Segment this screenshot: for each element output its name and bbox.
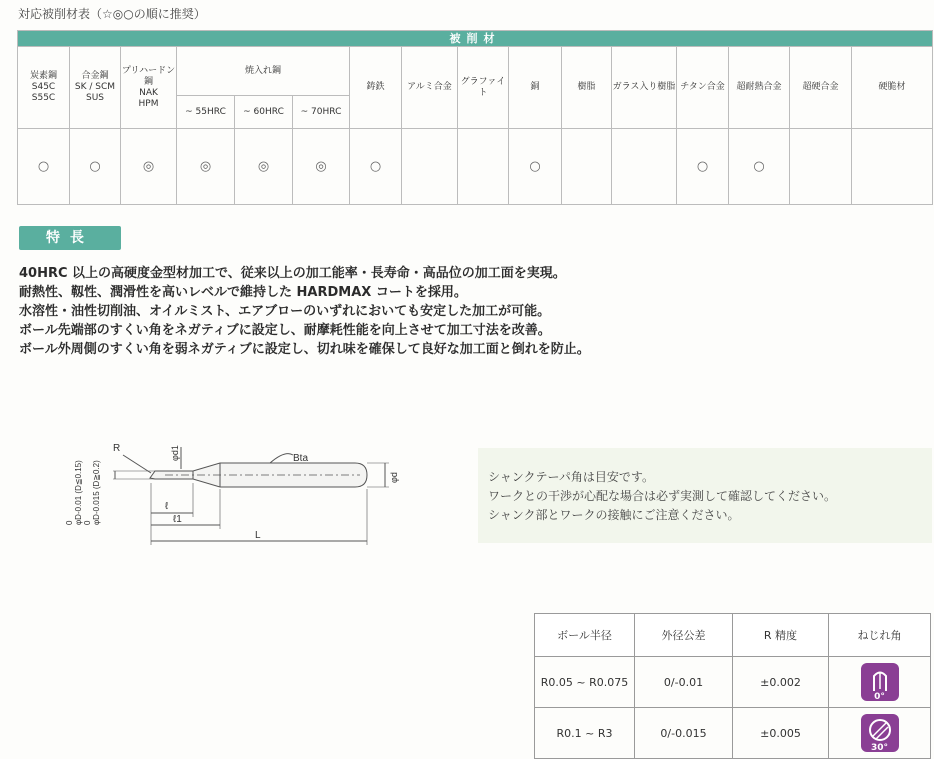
mark-cell: ○ xyxy=(677,129,729,205)
col-carbide: 超硬合金 xyxy=(790,47,852,129)
helix-30-label: 30° xyxy=(870,743,889,753)
col-alloy-steel: 合金鋼 SK / SCM SUS xyxy=(70,47,121,129)
spec-helix xyxy=(829,657,931,708)
spec-header: R 精度 xyxy=(733,614,829,657)
helix-0-icon xyxy=(861,663,899,701)
material-table xyxy=(17,30,933,205)
col-brittle: 硬脆材 xyxy=(852,47,933,129)
feature-line: ボール外周側のすくい角を弱ネガティブに設定し、切れ味を確保して良好な加工面と倒れを防止。 xyxy=(19,342,590,357)
spec-r-accuracy: ±0.005 xyxy=(733,708,829,759)
label-d: φd xyxy=(389,472,399,483)
spec-header: ボール半径 xyxy=(535,614,635,657)
mark-cell: ○ xyxy=(350,129,402,205)
label-bta: Bta xyxy=(293,453,309,464)
spec-header: 外径公差 xyxy=(635,614,733,657)
mark-cell: ○ xyxy=(509,129,562,205)
feature-line: 耐熱性、靱性、潤滑性を高いレベルで維持した HARDMAX コートを採用。 xyxy=(19,285,467,300)
feature-line: 水溶性・油性切削油、オイルミスト、エアブローのいずれにおいても安定した加工が可能。 xyxy=(19,304,551,319)
spec-r-accuracy: ±0.002 xyxy=(733,657,829,708)
mark-cell: ◎ xyxy=(293,129,350,205)
col-copper: 銅 xyxy=(509,47,562,129)
features-badge: 特長 xyxy=(19,226,121,250)
feature-line: 40HRC 以上の高硬度金型材加工で、従来以上の加工能率・長寿命・高品位の加工面を実現。 xyxy=(19,266,566,281)
label-zero2: 0 xyxy=(83,520,92,525)
mark-cell: ◎ xyxy=(177,129,235,205)
mark-cell xyxy=(562,129,612,205)
col-cast-iron: 鋳鉄 xyxy=(350,47,402,129)
tool-drawing xyxy=(55,425,415,555)
spec-tol: 0/-0.01 xyxy=(635,657,733,708)
mark-cell: ◎ xyxy=(235,129,293,205)
col-carbon-steel: 炭素鋼 S45C S55C xyxy=(18,47,70,129)
label-L: L xyxy=(255,530,261,541)
spec-radius: R0.1 ~ R3 xyxy=(535,708,635,759)
mark-cell xyxy=(458,129,509,205)
helix-30-icon xyxy=(861,714,899,752)
label-d1: φd1 xyxy=(170,445,180,461)
spec-header: ねじれ角 xyxy=(829,614,931,657)
col-70hrc: ~ 70HRC xyxy=(293,96,350,129)
mark-cell xyxy=(402,129,458,205)
label-l: ℓ xyxy=(165,501,169,512)
col-heat-resistant: 超耐熱合金 xyxy=(729,47,790,129)
spec-helix xyxy=(829,708,931,759)
note-line: シャンク部とワークの接触にご注意ください。 xyxy=(488,508,740,522)
spec-table xyxy=(534,613,931,759)
col-titanium: チタン合金 xyxy=(677,47,729,129)
spec-tol: 0/-0.015 xyxy=(635,708,733,759)
mark-cell xyxy=(612,129,677,205)
col-resin: 樹脂 xyxy=(562,47,612,129)
feature-line: ボール先端部のすくい角をネガティブに設定し、耐摩耗性能を向上させて加工寸法を改善。 xyxy=(19,323,551,338)
page-title: 対応被削材表（☆◎○の順に推奨） xyxy=(18,7,206,21)
mark-cell: ○ xyxy=(729,129,790,205)
col-aluminum: アルミ合金 xyxy=(402,47,458,129)
mark-cell: ○ xyxy=(70,129,121,205)
col-glass-resin: ガラス入り樹脂 xyxy=(612,47,677,129)
note-line: ワークとの干渉が心配な場合は必ず実測して確認してください。 xyxy=(488,489,837,503)
label-zero1: 0 xyxy=(65,520,74,525)
helix-0-label: 0° xyxy=(874,692,885,702)
col-60hrc: ~ 60HRC xyxy=(235,96,293,129)
col-hardened-steel-group: 焼入れ鋼 xyxy=(177,47,350,96)
col-55hrc: ~ 55HRC xyxy=(177,96,235,129)
label-l1: ℓ1 xyxy=(173,514,182,525)
col-prehardened-steel: プリハードン鋼 NAK HPM xyxy=(121,47,177,129)
label-r: R xyxy=(113,443,121,454)
col-graphite: グラファイト xyxy=(458,47,509,129)
material-band: 被削材 xyxy=(18,31,933,47)
note-line: シャンクテーパ角は目安です。 xyxy=(488,470,654,484)
mark-cell xyxy=(852,129,933,205)
mark-cell: ○ xyxy=(18,129,70,205)
label-tol1: φD-0.01 (D≦0.15) xyxy=(74,460,83,525)
spec-radius: R0.05 ~ R0.075 xyxy=(535,657,635,708)
label-tol2: φD-0.015 (D≧0.2) xyxy=(92,460,101,525)
mark-cell: ◎ xyxy=(121,129,177,205)
mark-cell xyxy=(790,129,852,205)
